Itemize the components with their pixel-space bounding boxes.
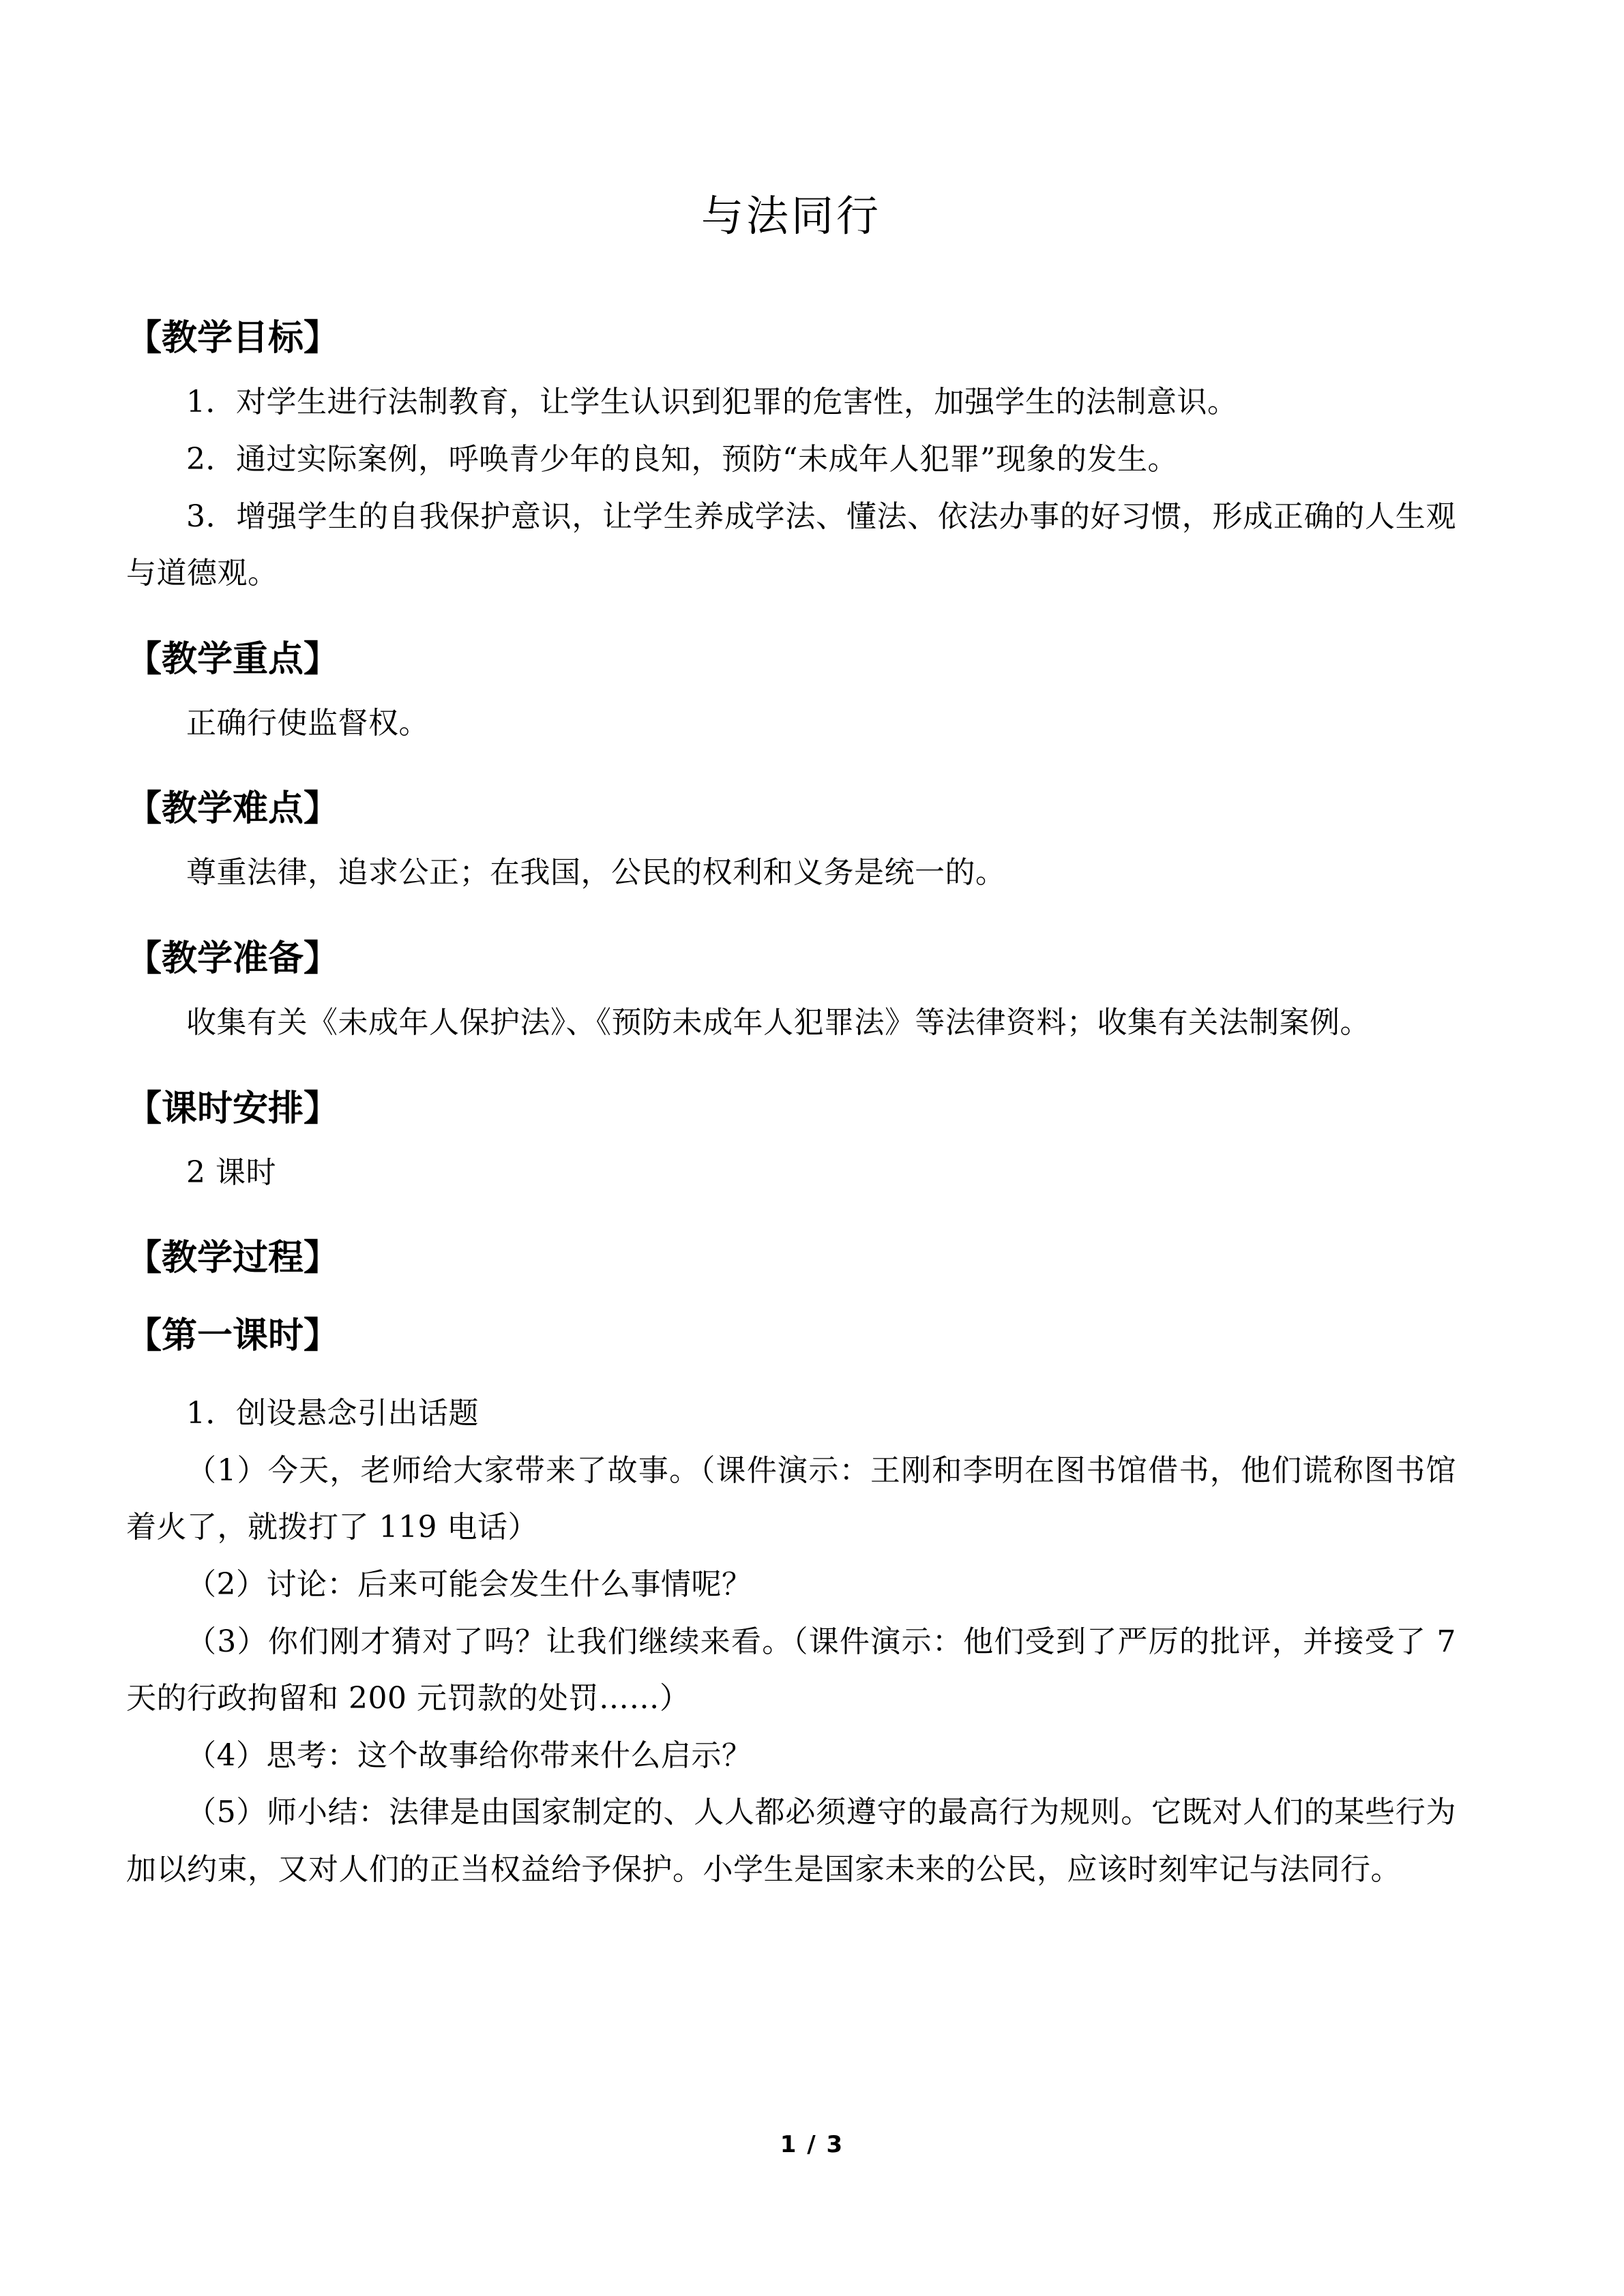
section-teaching-difficulty	[126, 788, 1456, 901]
section-lesson-one	[126, 1315, 1456, 1898]
section-heading-teaching-objectives: 【教学目标】	[126, 317, 340, 359]
lesson-one-item-4: （4）思考：这个故事给你带来什么启示？	[186, 1738, 752, 1773]
section-heading-class-schedule: 【课时安排】	[126, 1087, 340, 1129]
document-content	[126, 0, 1456, 1898]
objective-item-3: 3．增强学生的自我保护意识，让学生养成学法、懂法、依法办事的好习惯，形成正确的人生观与道德观。	[126, 498, 1456, 591]
section-heading-teaching-difficulty: 【教学难点】	[126, 788, 340, 830]
section-teaching-process	[126, 1237, 1456, 1279]
lesson-one-item-2: （2）讨论：后来可能会发生什么事情呢？	[186, 1566, 752, 1602]
section-heading-teaching-process: 【教学过程】	[126, 1237, 340, 1279]
section-teaching-objectives	[126, 317, 1456, 601]
lesson-one-item-5: （5）师小结：法律是由国家制定的、人人都必须遵守的最高行为规则。它既对人们的某些行为加以约束，又对人们的正当权益给予保护。小学生是国家未来的公民，应该时刻牢记与法同行。	[126, 1795, 1456, 1887]
section-heading-teaching-preparation: 【教学准备】	[126, 937, 340, 979]
section-heading-lesson-one: 【第一课时】	[126, 1315, 340, 1357]
class-schedule-text: 2 课时	[186, 1154, 276, 1190]
lesson-one-item-1: （1）今天，老师给大家带来了故事。（课件演示：王刚和李明在图书馆借书，他们谎称图书馆着火了，就拨打了 119 电话）	[126, 1452, 1456, 1545]
section-teaching-focus	[126, 638, 1456, 752]
teaching-difficulty-text: 尊重法律，追求公正；在我国，公民的权利和义务是统一的。	[186, 855, 1006, 891]
lesson-one-item-3: （3）你们刚才猜对了吗？让我们继续来看。（课件演示：他们受到了严厉的批评，并接受了 7 天的行政拘留和 200 元罚款的处罚……）	[126, 1624, 1456, 1716]
section-teaching-preparation	[126, 937, 1456, 1052]
section-class-schedule	[126, 1087, 1456, 1202]
teaching-preparation-text: 收集有关《未成年人保护法》、《预防未成年人犯罪法》等法律资料；收集有关法制案例。	[186, 1004, 1370, 1040]
section-heading-teaching-focus: 【教学重点】	[126, 638, 340, 680]
objective-item-1: 1．对学生进行法制教育，让学生认识到犯罪的危害性，加强学生的法制意识。	[186, 385, 1238, 420]
page-title: 与法同行	[700, 191, 881, 241]
objective-item-2: 2．通过实际案例，呼唤青少年的良知，预防“未成年人犯罪”现象的发生。	[186, 441, 1178, 477]
teaching-focus-text: 正确行使监督权。	[186, 705, 429, 741]
lesson-one-step-1: 1．创设悬念引出话题	[186, 1396, 479, 1431]
page-number-footer: 1 / 3	[780, 2131, 844, 2158]
